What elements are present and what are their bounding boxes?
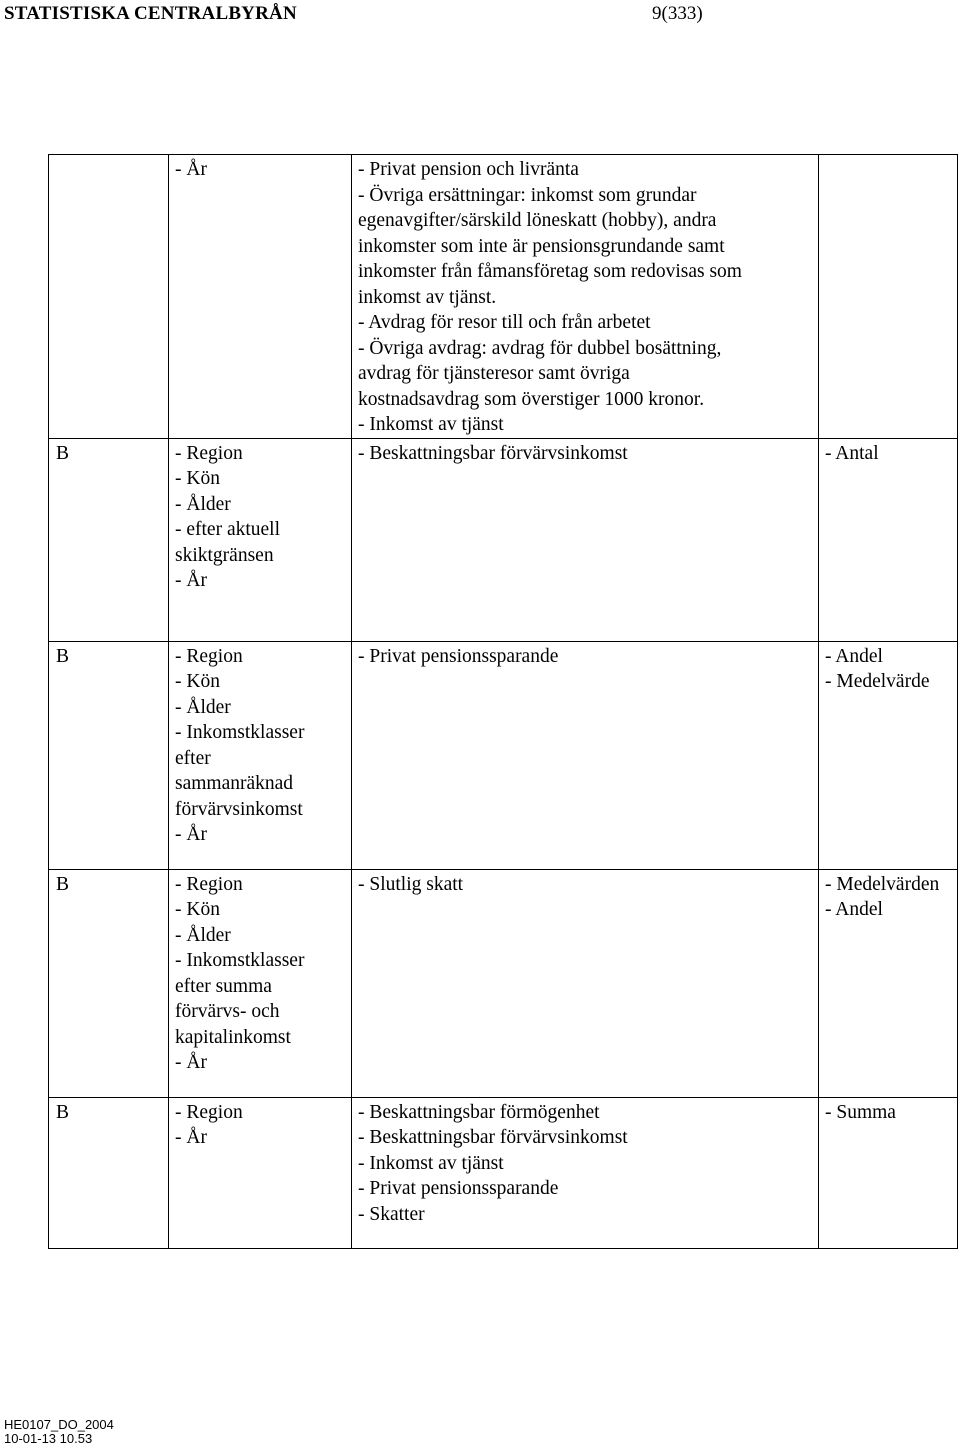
- document-id: HE0107_DO_2004: [4, 1417, 114, 1432]
- content-cell: [352, 869, 819, 1097]
- organization-name: STATISTISKA CENTRALBYRÅN: [4, 3, 297, 24]
- footer: [4, 1418, 114, 1446]
- measures-cell: [819, 1097, 958, 1248]
- variable-line: - Inkomstklasser: [175, 722, 305, 743]
- content-line: egenavgifter/särskild löneskatt (hobby), andra: [358, 210, 717, 231]
- variable-line: efter: [175, 747, 211, 769]
- variables-cell: [169, 1097, 352, 1248]
- row-type: [56, 155, 168, 157]
- variables-cell: [169, 438, 352, 641]
- variables-cell: [169, 869, 352, 1097]
- measures-cell: [819, 869, 958, 1097]
- variable-line: - År: [175, 159, 207, 180]
- variable-line: - Ålder: [175, 924, 231, 946]
- variable-line: - Kön: [175, 468, 220, 489]
- content-line: - Privat pensionssparande: [358, 1178, 559, 1199]
- variable-line: - Kön: [175, 671, 220, 692]
- variable-line: förvärvsinkomst: [175, 798, 303, 820]
- content-line: - Övriga avdrag: avdrag för dubbel bosättning,: [358, 337, 722, 359]
- variable-line: - Inkomstklasser: [175, 950, 305, 971]
- measure-line: - Medelvärden: [825, 873, 940, 895]
- content-line: - Avdrag för resor till och från arbetet: [358, 312, 651, 333]
- table-row: [49, 1097, 958, 1248]
- measures-cell: [819, 641, 958, 869]
- measures-cell: [819, 438, 958, 641]
- variable-line: - efter aktuell: [175, 519, 281, 540]
- row-type-cell: [49, 869, 169, 1097]
- measure-line: - Antal: [825, 442, 879, 464]
- page-number: 9(333): [652, 3, 703, 24]
- content-line: - Beskattningsbar förvärvsinkomst: [358, 442, 628, 464]
- content-line: avdrag för tjänsteresor samt övriga: [358, 363, 630, 384]
- variable-line: - Region: [175, 1101, 243, 1123]
- row-type-cell: [49, 641, 169, 869]
- content-line: inkomster från fåmansföretag som redovisas som: [358, 261, 742, 282]
- row-type: B: [56, 645, 70, 667]
- content-cell: [352, 1097, 819, 1248]
- variables-cell: [169, 155, 352, 439]
- row-type-cell: [49, 438, 169, 641]
- content-line: - Slutlig skatt: [358, 873, 464, 895]
- measure-line: - Andel: [825, 645, 883, 667]
- variables-table: [48, 154, 958, 1249]
- content-line: - Privat pensionssparande: [358, 645, 559, 667]
- content-cell: [352, 438, 819, 641]
- variable-line: - Region: [175, 645, 243, 667]
- table-row: [49, 438, 958, 641]
- variable-line: - Region: [175, 442, 243, 464]
- content-cell: [352, 641, 819, 869]
- variable-line: - År: [175, 824, 207, 845]
- content-line: - Beskattningsbar förvärvsinkomst: [358, 1127, 628, 1148]
- content-line: - Inkomst av tjänst: [358, 1152, 504, 1174]
- row-type: B: [56, 873, 70, 895]
- print-timestamp: 10-01-13 10.53: [4, 1431, 93, 1446]
- variable-line: - Ålder: [175, 493, 231, 515]
- variable-line: - Region: [175, 873, 243, 895]
- variable-line: förvärvs- och: [175, 1001, 280, 1022]
- content-line: - Privat pension och livränta: [358, 159, 579, 180]
- variables-cell: [169, 641, 352, 869]
- content-line: inkomster som inte är pensionsgrundande samt: [358, 235, 725, 257]
- table-row: [49, 641, 958, 869]
- measure-line: - Summa: [825, 1101, 896, 1123]
- table-row: [49, 869, 958, 1097]
- row-type: B: [56, 442, 70, 464]
- variable-line: - År: [175, 1052, 207, 1073]
- variable-line: efter summa: [175, 975, 272, 997]
- variable-line: skiktgränsen: [175, 544, 274, 566]
- variable-line: - År: [175, 570, 207, 591]
- variable-line: - Kön: [175, 899, 220, 920]
- row-type-cell: [49, 155, 169, 439]
- content-line: - Skatter: [358, 1203, 425, 1225]
- measure-line: - Andel: [825, 899, 883, 920]
- variable-line: - År: [175, 1127, 207, 1148]
- table-row: [49, 155, 958, 439]
- measures-cell: [819, 155, 958, 439]
- row-type: B: [56, 1101, 70, 1123]
- row-type-cell: [49, 1097, 169, 1248]
- content-cell: [352, 155, 819, 439]
- content-line: kostnadsavdrag som överstiger 1000 kronor.: [358, 388, 705, 410]
- variable-line: sammanräknad: [175, 773, 294, 794]
- content-line: - Inkomst av tjänst: [358, 414, 504, 435]
- variable-line: kapitalinkomst: [175, 1026, 291, 1048]
- content-line: - Beskattningsbar förmögenhet: [358, 1101, 600, 1123]
- variable-line: - Ålder: [175, 696, 231, 718]
- content-line: - Övriga ersättningar: inkomst som grundar: [358, 184, 697, 206]
- content-line: inkomst av tjänst.: [358, 286, 497, 308]
- measure-line: - Medelvärde: [825, 671, 930, 692]
